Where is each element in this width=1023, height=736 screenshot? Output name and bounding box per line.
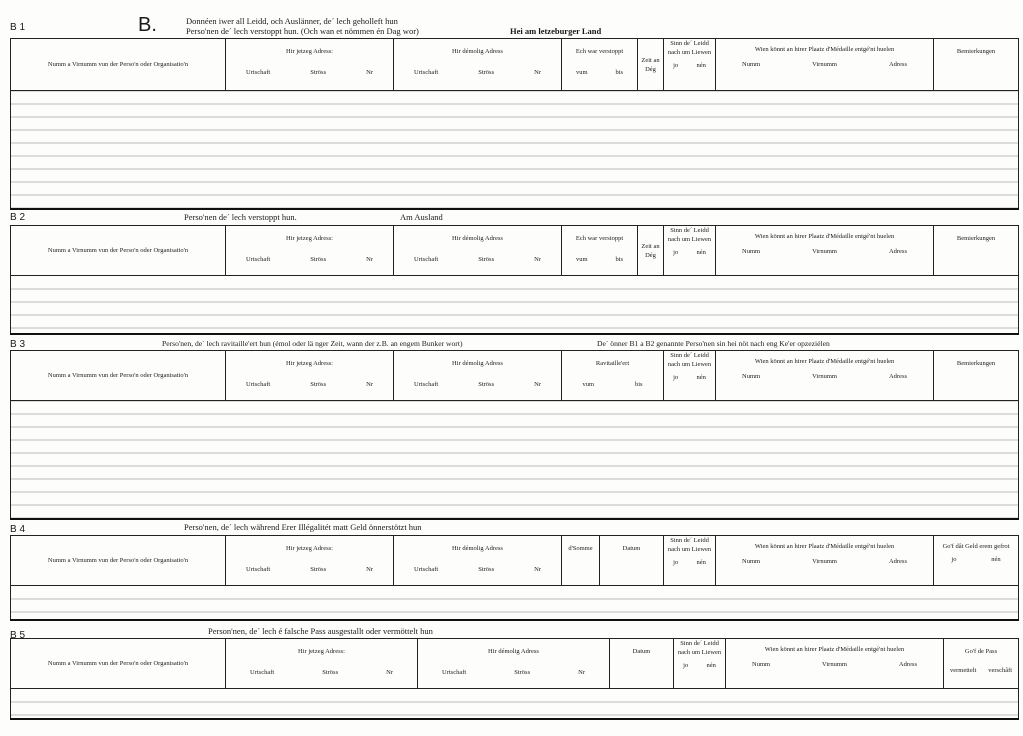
header-former-address: Hir démolig Adress Urtschaft Ströss Nr <box>394 39 562 91</box>
section-label-b2: B 2 <box>10 212 26 223</box>
table-b5 <box>10 638 1019 720</box>
table-body-area <box>11 401 1019 519</box>
section-title-b3: Perso'nen, de´ lech ravitaille'ert hun (émol oder lä nger Zeit, wann der z.B. an engem Bunker wort) <box>162 339 463 348</box>
table-body-area <box>11 689 1019 719</box>
header-suffered: Sinn de´ Leidd nach um Liewen jo nén <box>664 351 716 401</box>
header-current-address: Hir jetzeg Adress: Urtschaft Ströss Nr <box>226 536 394 586</box>
header-current-address: Hir jetzeg Adress: Urtschaft Ströss Nr <box>226 226 394 276</box>
table-body-area <box>11 91 1019 209</box>
entry-rows <box>11 91 1019 209</box>
header-name: Numm a Virnumm vun der Perso'n oder Organisatio'n <box>11 536 226 586</box>
header-money-returned: Go'f dât Geld erem gefrot jo nén <box>934 536 1019 586</box>
header-medal: Wien könnt an hirer Plaatz d'Médaille entgé'nt huelen Numm Virnumm Adress <box>716 39 934 91</box>
entry-rows <box>11 401 1019 519</box>
entry-rows <box>11 276 1019 334</box>
section-label-b5: B 5 <box>10 630 26 641</box>
header-date: Datum <box>610 639 674 689</box>
header-remarks: Bemierkungen <box>934 226 1019 276</box>
header-former-address: Hir démolig Adress Urtschaft Ströss Nr <box>418 639 610 689</box>
header-medal: Wien könnt an hirer Plaatz d'Médaille entgé'nt huelen Numm Virnumm Adress <box>716 226 934 276</box>
section-note-b3: De´ önner B1 a B2 genannte Perso'nen sin hei nöt nach eng Ke'er opzeziélen <box>597 339 830 348</box>
header-remarks: Bemierkungen <box>934 351 1019 401</box>
header-time-days: Zeit an Dég <box>638 226 664 276</box>
section-title-b2: Perso'nen de´ lech verstoppt hun. <box>184 212 297 222</box>
header-hidden: Ech war verstoppt vum bis <box>562 226 638 276</box>
section-label-b3: B 3 <box>10 339 26 350</box>
header-current-address: Hir jetzeg Adress: Urtschaft Ströss Nr <box>226 639 418 689</box>
header-suffered: Sinn de´ Leidd nach um Liewen jo nén <box>664 226 716 276</box>
header-former-address: Hir démolig Adress Urtschaft Ströss Nr <box>394 226 562 276</box>
section-title-b2-location: Am Ausland <box>400 212 443 222</box>
table-b3 <box>10 350 1019 520</box>
section-title-b1-line2: Perso'nen de´ lech verstoppt hun. (Och wan et nömmen én Dag wor) <box>186 26 419 36</box>
table-body-area <box>11 586 1019 620</box>
header-name: Numm a Virnumm vun der Perso'n oder Organisatio'n <box>11 351 226 401</box>
header-medal: Wien könnt an hirer Plaatz d'Médaille entgé'nt huelen Numm Virnumm Adress <box>716 351 934 401</box>
section-title-b5: Person'nen, de´ lech é falsche Pass ausgestallt oder vermöttelt hun <box>208 626 433 636</box>
header-date: Datum <box>600 536 664 586</box>
table-header-row <box>11 226 1019 276</box>
header-name: Numm a Virnumm vun der Perso'n oder Organisatio'n <box>11 39 226 91</box>
header-medal: Wien könnt an hirer Plaatz d'Médaille entgé'nt huelen Numm Virnumm Adress <box>726 639 944 689</box>
header-suffered: Sinn de´ Leidd nach um Liewen jo nén <box>664 536 716 586</box>
header-name: Numm a Virnumm vun der Perso'n oder Organisatio'n <box>11 226 226 276</box>
header-suffered: Sinn de´ Leidd nach um Liewen jo nén <box>664 39 716 91</box>
table-body-area <box>11 276 1019 334</box>
header-hidden: Ech war verstoppt vum bis <box>562 39 638 91</box>
table-b1 <box>10 38 1019 210</box>
section-title-b1-location: Hei am letzeburger Land <box>510 26 602 36</box>
table-header-row <box>11 351 1019 401</box>
header-former-address: Hir démolig Adress Urtschaft Ströss Nr <box>394 351 562 401</box>
section-label-b1: B 1 <box>10 22 26 33</box>
header-suffered: Sinn de´ Leidd nach um Liewen jo nén <box>674 639 726 689</box>
table-header-row <box>11 639 1019 689</box>
table-b4 <box>10 535 1019 621</box>
header-current-address: Hir jetzeg Adress: Urtschaft Ströss Nr <box>226 351 394 401</box>
header-sum: d'Somme <box>562 536 600 586</box>
header-former-address: Hir démolig Adress Urtschaft Ströss Nr <box>394 536 562 586</box>
entry-rows <box>11 689 1019 719</box>
header-remarks: Bemierkungen <box>934 39 1019 91</box>
entry-rows <box>11 586 1019 620</box>
header-medal: Wien könnt an hirer Plaatz d'Médaille entgé'nt huelen Numm Virnumm Adress <box>716 536 934 586</box>
section-label-b4: B 4 <box>10 524 26 535</box>
header-passport: Go'f de Pass vermettelt verschâft <box>944 639 1019 689</box>
section-title-b1-line1: Donnéen iwer all Leidd, och Auslänner, de´ lech geholleft hun <box>186 16 398 26</box>
form-letter-b: B. <box>138 14 157 36</box>
table-header-row <box>11 536 1019 586</box>
header-name: Numm a Virnumm vun der Perso'n oder Organisatio'n <box>11 639 226 689</box>
header-supplied: Ravitaille'ert vum bis <box>562 351 664 401</box>
section-title-b4: Perso'nen, de´ lech während Erer Illégalitét matt Geld önnerstötzt hun <box>184 522 422 532</box>
table-header-row <box>11 39 1019 91</box>
header-time-days: Zeit an Dég <box>638 39 664 91</box>
header-current-address: Hir jetzeg Adress: Urtschaft Ströss Nr <box>226 39 394 91</box>
table-b2 <box>10 225 1019 335</box>
